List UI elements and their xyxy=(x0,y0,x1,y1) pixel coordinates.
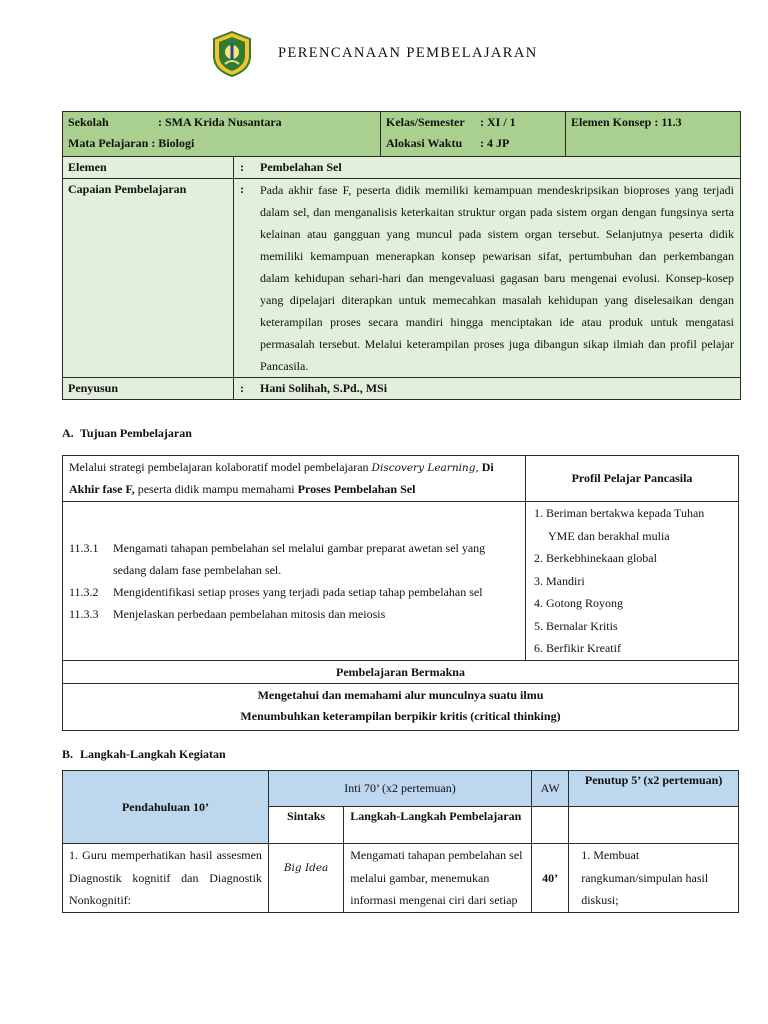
profil-list xyxy=(526,502,739,661)
aw-header: AW xyxy=(532,771,569,807)
profil-header: Profil Pelajar Pancasila xyxy=(526,456,739,502)
kelas-label: Kelas/Semester xyxy=(386,115,465,129)
pendahuluan-content: 1. Guru memperhatikan hasil assesmen Diagnostik kognitif dan Diagnostik Nonkognitif: xyxy=(63,844,269,913)
profil-item: 1. Beriman bertakwa kepada Tuhan YME dan berakhal mulia xyxy=(534,506,705,543)
bermakna-header: Pembelajaran Bermakna xyxy=(63,660,739,683)
penyusun-row: Penyusun : Hani Solihah, S.Pd., MSi xyxy=(63,378,740,399)
sekolah-mapel-cell xyxy=(63,112,381,157)
capaian-label: Capaian Pembelajaran xyxy=(68,182,187,196)
elemen-label: Elemen xyxy=(68,160,107,174)
penyusun-label: Penyusun xyxy=(68,381,119,395)
profil-item: 2. Berkebhinekaan global xyxy=(534,551,657,565)
sintaks-value: Big Idea xyxy=(268,844,343,913)
penyusun-value: Hani Solihah, S.Pd., MSi xyxy=(260,381,388,395)
inti-header: Inti 70’ (x2 pertemuan) xyxy=(268,771,531,807)
sekolah-label: Sekolah xyxy=(68,115,109,129)
elemen-konsep-cell xyxy=(566,112,741,157)
objective-item: 11.3.2 Mengidentifikasi setiap proses yang terjadi pada setiap tahap pembelahan sel xyxy=(69,584,483,599)
pendahuluan-header: Pendahuluan 10’ xyxy=(63,771,269,844)
capaian-row: Capaian Pembelajaran : Pada akhir fase F, peserta didik memiliki kemampuan mendeskripsikan bioproses yang terjadi dalam sel, dan menganalisis keterkaitan struktur organ pada sistem organ dengan fungsinya serta kelainan atau gangguan yang muncul pada sistem organ tersebut. Selanjutnya peserta didik memiliki kemampuan menerapkan konsep pewarisan sifat, pertumbuhan dan perkembangan dalam kehidupan sehari-hari dan mengevaluasi gagasan baru mengenai evolusi. Konsep-kosep yang dipelajari diterapkan untuk memecahkan masalah kehidupan yang diselesaikan dengan keterampilan proses secara mandiri hingga menciptakan ide atau produk untuk mengatasi permasalah tersebut. Melalui keterampilan proses juga dibangun sikap ilmiah dan profil pelajar Pancasila. xyxy=(63,179,740,377)
alokasi-label: Alokasi Waktu xyxy=(386,136,463,150)
profil-item: 5. Bernalar Kritis xyxy=(534,618,618,633)
info-table xyxy=(62,111,741,400)
kelas-value: : XI / 1 xyxy=(480,115,516,129)
sintaks-header: Sintaks xyxy=(268,807,343,844)
profil-item: 3. Mandiri xyxy=(534,573,585,588)
section-a-heading: A. Tujuan Pembelajaran xyxy=(62,426,192,440)
mapel-value: : Biologi xyxy=(151,136,195,150)
objectives-cell xyxy=(63,502,526,661)
mapel-label: Mata Pelajaran xyxy=(68,136,149,150)
page-title: PERENCANAAN PEMBELAJARAN xyxy=(278,45,538,61)
penutup-content: 1. Membuat rangkuman/simpulan hasil diskusi; xyxy=(569,844,739,913)
capaian-text: Pada akhir fase F, peserta didik memiliki kemampuan mendeskripsikan bioproses yang terjadi dalam sel, dan menganalisis keterkaitan struktur organ pada sistem organ dengan fungsinya serta kelainan atau gangguan yang muncul pada sistem organ tersebut. Selanjutnya peserta didik memiliki kemampuan menerapkan konsep pewarisan sifat, pertumbuhan dan perkembangan dalam kehidupan sehari-hari dan mengevaluasi gagasan baru mengenai evolusi. Konsep-kosep yang dipelajari diterapkan untuk memecahkan masalah kehidupan yang diselesaikan dengan keterampilan proses secara mandiri hingga menciptakan ide atau produk untuk mengatasi permasalah tersebut. Melalui keterampilan proses juga dibangun sikap ilmiah dan profil pelajar Pancasila. xyxy=(260,183,734,373)
elemen-value: Pembelahan Sel xyxy=(260,160,342,174)
profil-item: 6. Berfikir Kreatif xyxy=(534,641,621,655)
penutup-header: Penutup 5’ (x2 pertemuan) xyxy=(569,771,739,807)
alokasi-value: : 4 JP xyxy=(480,136,510,150)
sekolah-value: : SMA Krida Nusantara xyxy=(158,115,282,129)
kelas-alokasi-cell xyxy=(381,112,566,157)
langkah-content: Mengamati tahapan pembelahan sel melalui gambar, menemukan informasi mengenai ciri dari setiap xyxy=(344,844,532,913)
objective-item: 11.3.1 Mengamati tahapan pembelahan sel melalui gambar preparat awetan sel yang sedang dalam fase pembelahan sel. xyxy=(69,540,486,577)
langkah-header: Langkah-Langkah Pembelajaran xyxy=(344,807,532,844)
elemen-konsep: Elemen Konsep : 11.3 xyxy=(571,115,682,129)
profil-item: 4. Gotong Royong xyxy=(534,596,624,610)
tujuan-intro: Melalui strategi pembelajaran kolaboratif model pembelajaran Discovery Learning, Di Akhir fase F, peserta didik mampu memahami Proses Pembelahan Sel xyxy=(63,456,526,502)
school-emblem-icon xyxy=(210,30,254,78)
langkah-table xyxy=(62,770,739,913)
objective-item: 11.3.3 Menjelaskan perbedaan pembelahan mitosis dan meiosis xyxy=(69,606,386,621)
tujuan-table xyxy=(62,455,739,731)
aw-value: 40’ xyxy=(532,844,569,913)
bermakna-content: Mengetahui dan memahami alur munculnya suatu ilmu Menumbuhkan keterampilan berpikir kritis (critical thinking) xyxy=(63,683,739,730)
elemen-row: Elemen : Pembelahan Sel xyxy=(63,157,740,178)
section-b-heading: B. Langkah-Langkah Kegiatan xyxy=(62,747,226,761)
